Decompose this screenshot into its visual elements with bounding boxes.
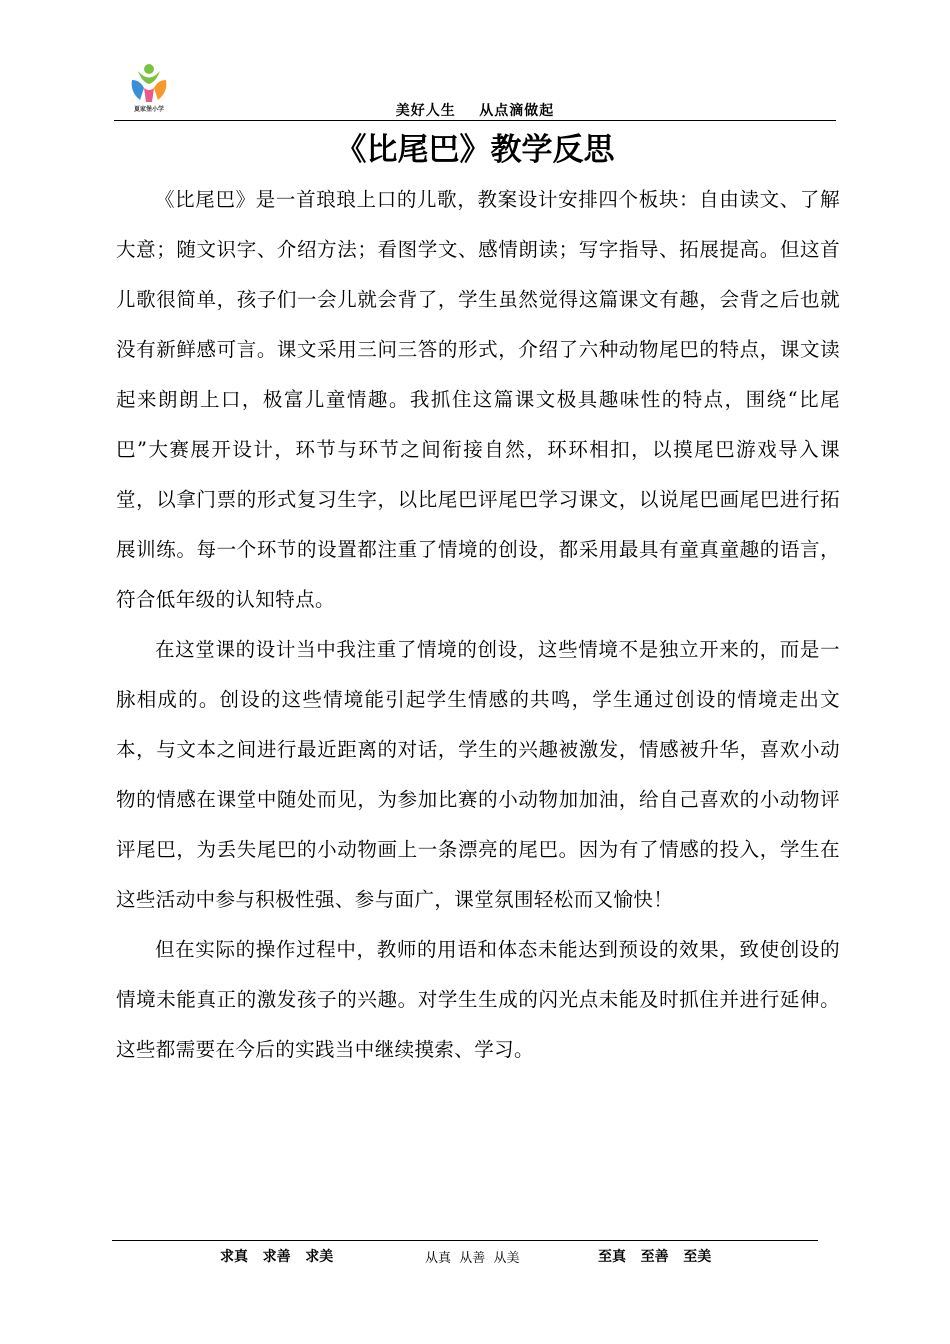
school-logo-icon (126, 62, 172, 104)
header-motto: 美好人生 从点滴做起 (395, 103, 555, 119)
footer-middle-motto: 从真 从善 从美 (425, 1251, 520, 1266)
paragraph-2: 在这堂课的设计当中我注重了情境的创设，这些情境不是独立开来的，而是一脉相成的。创设的这些情境能引起学生情感的共鸣，学生通过创设的情境走出文本，与文本之间进行最近距离的对话，学生的兴趣被激发，情感被升华，喜欢小动物的情感在课堂中随处而见，为参加比赛的小动物加加油，给自己喜欢的小动物评评尾巴，为丢失尾巴的小动物画上一条漂亮的尾巴。因为有了情感的投入，学生在这些活动中参与积极性强、参与面广，课堂氛围轻松而又愉快！ (116, 638, 840, 911)
paragraph-3: 但在实际的操作过程中，教师的用语和体态未能达到预设的效果，致使创设的情境未能真正的激发孩子的兴趣。对学生生成的闪光点未能及时抓住并进行延伸。这些都需要在今后的实践当中继续摸索、学习。 (116, 938, 840, 1061)
document-body (116, 175, 840, 1075)
footer-divider (112, 1240, 818, 1241)
footer-left-motto: 求真 求善 求美 (220, 1249, 334, 1265)
school-name: 夏家堡小学 (133, 106, 164, 113)
footer-right-motto: 至真 至善 至美 (598, 1249, 712, 1265)
header-divider (114, 120, 836, 121)
document-title: 《比尾巴》教学反思 (335, 132, 615, 168)
paragraph-1: 《比尾巴》是一首琅琅上口的儿歌，教案设计安排四个板块：自由读文、了解大意；随文识字、介绍方法；看图学文、感情朗读；写字指导、拓展提高。但这首儿歌很简单，孩子们一会儿就会背了，学生虽然觉得这篇课文有趣，会背之后也就没有新鲜感可言。课文采用三问三答的形式，介绍了六种动物尾巴的特点，课文读起来朗朗上口，极富儿童情趣。我抓住这篇课文极具趣味性的特点，围绕“比尾巴”大赛展开设计，环节与环节之间衔接自然，环环相扣，以摸尾巴游戏导入课堂，以拿门票的形式复习生字，以比尾巴评尾巴学习课文，以说尾巴画尾巴进行拓展训练。每一个环节的设置都注重了情境的创设，都采用最具有童真童趣的语言，符合低年级的认知特点。 (116, 188, 840, 611)
